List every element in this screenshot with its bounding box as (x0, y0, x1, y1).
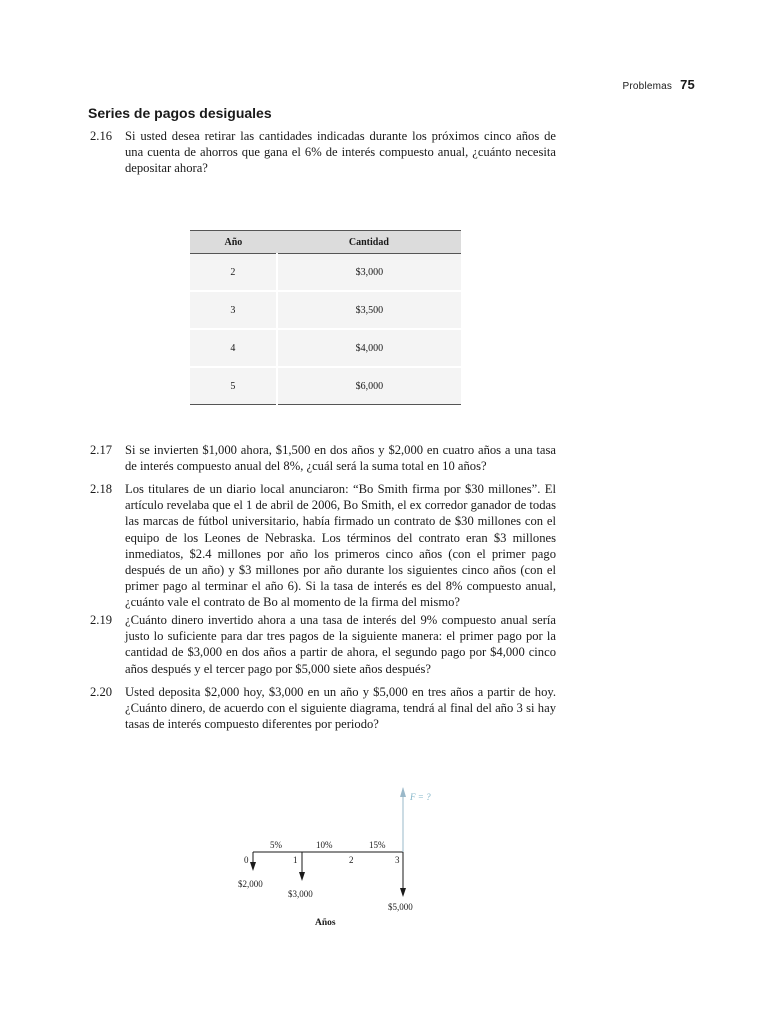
rate-label: 10% (316, 840, 333, 850)
cell-amount: $4,000 (277, 329, 461, 367)
rate-label: 15% (369, 840, 386, 850)
cash-flow-arrow-head (250, 862, 256, 871)
column-header-year: Año (190, 231, 277, 254)
problem-number: 2.16 (90, 129, 113, 143)
cell-amount: $3,500 (277, 291, 461, 329)
withdrawal-table (190, 230, 461, 405)
cash-flow-arrow-head (299, 872, 305, 881)
cell-amount: $6,000 (277, 367, 461, 405)
problem-2-16 (90, 128, 556, 177)
running-header (623, 77, 695, 92)
column-header-amount: Cantidad (277, 231, 461, 254)
header-section: Problemas (622, 81, 673, 92)
problem-number: 2.17 (90, 443, 113, 457)
cell-year: 3 (190, 291, 277, 329)
period-label: 3 (395, 855, 400, 865)
cash-flow-label: $5,000 (388, 902, 413, 912)
period-label: 0 (244, 855, 249, 865)
problem-number: 2.19 (90, 613, 113, 627)
problem-text: Si se invierten $1,000 ahora, $1,500 en dos años y $2,000 en cuatro años a una tasa de interés compuesto anual del 8%, ¿cuál será la suma total en 10 años? (125, 443, 556, 474)
cash-flow-label: $2,000 (238, 879, 263, 889)
problem-2-19 (90, 612, 556, 677)
table-row (190, 329, 461, 367)
period-label: 1 (293, 855, 298, 865)
cash-flow-label: $3,000 (288, 889, 313, 899)
table-row (190, 254, 461, 292)
cell-year: 5 (190, 367, 277, 405)
cell-year: 2 (190, 254, 277, 292)
table-header-row (190, 231, 461, 254)
problem-number: 2.20 (90, 685, 113, 699)
problem-number: 2.18 (90, 482, 113, 496)
axis-title: Años (315, 918, 336, 928)
problem-2-18 (90, 481, 556, 611)
problem-2-20 (90, 684, 556, 733)
problem-text: Los titulares de un diario local anunciaron: “Bo Smith firma por $30 millones”. El artículo revelaba que el 1 de abril de 2006, Bo Smith, el ex corredor ganador de todas las marcas de fútbol universitario, había firmado un contrato de $30 millones con el equipo de los Leones de Nebraska. Los términos del contrato eran $3 millones inmediatos, $2.4 millones por año los primeros cinco años (con el primer pago después de un año) y $3 millones por año durante los siguientes cinco años (con el primer pago al terminar el año 6). Si la tasa de interés es del 8% compuesto anual, ¿cuánto vale el contrato de Bo al momento de la firma del mismo? (125, 482, 556, 610)
future-arrow-head (400, 787, 406, 797)
section-title: Series de pagos desiguales (88, 105, 272, 121)
cell-amount: $3,000 (277, 254, 461, 292)
cash-flow-arrow-head (400, 888, 406, 897)
table-row (190, 291, 461, 329)
problem-text: Si usted desea retirar las cantidades indicadas durante los próximos cinco años de una cuenta de ahorros que gana el 6% de interés compuesto anual, ¿cuánto necesita depositar ahora? (125, 129, 556, 176)
problem-2-17 (90, 442, 556, 474)
rate-label: 5% (270, 840, 282, 850)
page-number: 75 (680, 77, 695, 92)
period-label: 2 (349, 855, 354, 865)
problem-text: Usted deposita $2,000 hoy, $3,000 en un año y $5,000 en tres años a partir de hoy. ¿Cuánto dinero, de acuerdo con el siguiente diagrama, tendrá al final del año 3 si hay tasas de interés compuesto diferentes por periodo? (125, 685, 556, 732)
cell-year: 4 (190, 329, 277, 367)
problem-text: ¿Cuánto dinero invertido ahora a una tasa de interés del 9% compuesto anual sería justo lo suficiente para dar tres pagos de la siguiente manera: el primer pago por la cantidad de $3,000 en dos años a partir de ahora, el segundo pago por $4,000 cinco años después y el tercer pago por $5,000 siete años después? (125, 613, 556, 676)
table-row (190, 367, 461, 405)
future-value-label: F = ? (410, 792, 431, 802)
